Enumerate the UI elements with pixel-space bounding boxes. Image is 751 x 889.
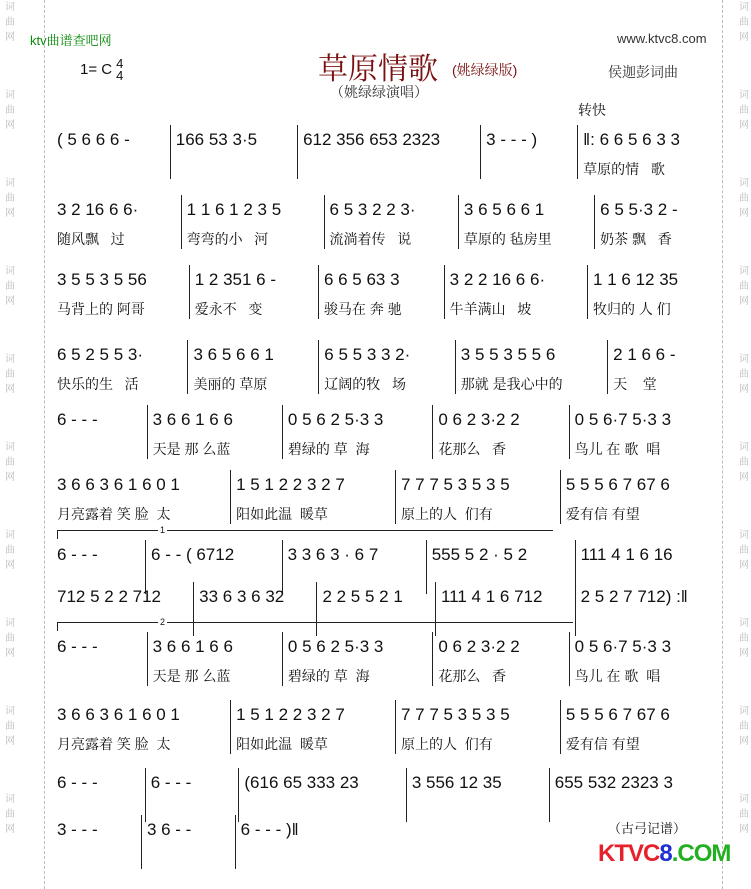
logo-part: C: [643, 840, 660, 867]
notes: ‖: 6 6 5 6 3 3: [583, 130, 680, 149]
measure: [445, 265, 588, 319]
measure: [148, 632, 283, 686]
site-name: ktv曲谱查吧网: [30, 33, 112, 48]
measure: [146, 768, 240, 822]
measure: [608, 340, 720, 394]
measure: [283, 405, 433, 459]
notes: 3 6 6 1 6 6: [152, 410, 233, 429]
lyrics: 弯弯的小 河: [186, 231, 269, 247]
notes: 5 5 5 6 7 67 6: [565, 475, 670, 494]
watermark-text: 词曲网: [739, 2, 749, 43]
lyrics: 草原的情 歌: [583, 161, 665, 177]
notes: 6 5 2 5 5 3·: [57, 345, 144, 364]
notes: (616 65 333 23: [244, 773, 359, 792]
notes: 6 5 3 2 2 3·: [329, 200, 416, 219]
measure: [396, 700, 561, 754]
site-url[interactable]: www.ktvc8.com: [617, 31, 707, 46]
measure: [481, 125, 578, 179]
measure: [52, 265, 190, 319]
lyrics: 那就 是我心中的: [460, 376, 563, 392]
staff-row: [52, 768, 720, 822]
measure: [561, 470, 720, 524]
lyrics: [412, 802, 544, 822]
measure: [182, 195, 325, 249]
watermark-text: 词曲网: [739, 794, 749, 835]
lyrics: 月亮露着 笑 脸 太: [57, 506, 171, 522]
measure: [231, 470, 396, 524]
measure: [325, 195, 459, 249]
notes: 555 5 2 · 5 2: [431, 545, 528, 564]
lyrics: [147, 849, 230, 869]
staff-row: [52, 340, 720, 394]
tempo-mark: 转快: [578, 102, 606, 118]
time-signature: [116, 58, 123, 82]
watermark-text: 词曲网: [5, 442, 15, 483]
lyrics: 草原的 毡房里: [463, 231, 552, 247]
notes: 3 6 5 6 6 1: [193, 345, 274, 364]
staff-row: [52, 405, 720, 459]
notes: ( 5 6 6 6 -: [57, 130, 130, 149]
lyrics: 爱有信 有望: [565, 736, 640, 752]
measure: [190, 265, 319, 319]
notes: 1 2 351 6 -: [194, 270, 277, 289]
volta-1-label: 1: [160, 525, 166, 535]
staff-row: [52, 125, 720, 179]
measure: [52, 768, 146, 822]
measure: [570, 632, 720, 686]
lyrics: 阳如此温 暖草: [236, 736, 328, 752]
notes: 1 5 1 2 2 3 2 7: [236, 705, 345, 724]
measure: [239, 768, 406, 822]
notes: 0 5 6·7 5·3 3: [574, 410, 672, 429]
lyrics: 牧归的 人 们: [593, 301, 671, 317]
margin-line-left: [44, 0, 45, 889]
lyrics: [176, 159, 292, 179]
measure: [52, 405, 148, 459]
notes: 111 4 1 6 16: [580, 545, 673, 564]
lyrics: 月亮露着 笑 脸 太: [57, 736, 171, 752]
lyrics: 爱永不 变: [194, 301, 263, 317]
measure: [171, 125, 298, 179]
staff-row: [52, 265, 720, 319]
lyrics: 随风飘 过: [57, 231, 125, 247]
lyrics: 天是 那 么蓝: [152, 441, 231, 457]
lyrics: [57, 159, 165, 179]
author: 侯迦彭词曲: [608, 64, 678, 80]
measure: [319, 340, 455, 394]
lyrics: [241, 849, 337, 869]
lyrics: [57, 439, 142, 459]
notes: 3 6 - -: [146, 820, 192, 839]
lyrics: 花那么 香: [438, 441, 507, 457]
notes: 6 5 5 3 3 2·: [324, 345, 411, 364]
notes: 3 5 5 3 5 5 6: [460, 345, 556, 364]
notes: 712 5 2 2 712: [57, 587, 161, 606]
watermark-text: 词曲网: [5, 2, 15, 43]
watermark-text: 词曲网: [5, 794, 15, 835]
notes: 7 7 7 5 3 5 3 5: [400, 705, 510, 724]
measure: [142, 815, 236, 869]
notes: 6 - - ( 6712: [151, 545, 235, 564]
measure: [298, 125, 481, 179]
watermark-text: 词曲网: [739, 706, 749, 747]
notes: 6 6 5 63 3: [323, 270, 400, 289]
notes: 3 556 12 35: [411, 773, 502, 792]
lyrics: 碧绿的 草 海: [287, 441, 370, 457]
notes: 166 53 3·5: [175, 130, 258, 149]
measure: [52, 700, 231, 754]
measure: [188, 340, 319, 394]
lyrics: [303, 159, 475, 179]
key-signature: [80, 58, 123, 82]
watermark-text: 词曲网: [5, 618, 15, 659]
notes: 1 1 6 12 35: [593, 270, 679, 289]
song-title: 草原情歌: [318, 52, 438, 87]
time-bottom: 4: [116, 68, 124, 83]
notes: 3 6 6 3 6 1 6 0 1: [57, 705, 180, 724]
notes: 3 - - - ): [486, 130, 538, 149]
measure: [52, 340, 188, 394]
watermark-text: 词曲网: [739, 530, 749, 571]
notes: 655 532 2323 3: [554, 773, 673, 792]
time-top: 4: [116, 56, 124, 71]
notes: 2 2 5 5 2 1: [322, 587, 403, 606]
ktvc8-logo: [598, 840, 730, 868]
watermark-text: 词曲网: [5, 90, 15, 131]
measure: [52, 125, 171, 179]
measure: [319, 265, 445, 319]
notes: 1 1 6 1 2 3 5: [186, 200, 282, 219]
lyrics: 辽阔的牧 场: [324, 376, 406, 392]
notes: 3 2 2 16 6 6·: [449, 270, 546, 289]
measure: [236, 815, 342, 869]
lyrics: 美丽的 草原: [193, 376, 268, 392]
notes: 1 5 1 2 2 3 2 7: [236, 475, 345, 494]
lyrics: [486, 159, 572, 179]
notes: 6 - - -: [57, 773, 98, 792]
notes: 6 - - -: [150, 773, 192, 792]
measure: [396, 470, 561, 524]
notes: 6 - - -: [57, 545, 98, 564]
lyrics: 碧绿的 草 海: [287, 668, 370, 684]
notes: 3 5 5 3 5 56: [57, 270, 147, 289]
notes: 3 3 6 3 · 6 7: [287, 545, 379, 564]
watermark-text: 词曲网: [5, 530, 15, 571]
lyrics: 流淌着传 说: [329, 231, 412, 247]
measure: [578, 125, 720, 179]
lyrics: 阳如此温 暖草: [236, 506, 328, 522]
staff-row: [52, 470, 720, 524]
watermark-text: 词曲网: [739, 178, 749, 219]
measure: [231, 700, 396, 754]
notes: 612 356 653 2323: [303, 130, 441, 149]
notes: 0 6 2 3·2 2: [438, 410, 520, 429]
staff-row: [52, 700, 720, 754]
watermark-text: 词曲网: [739, 354, 749, 395]
watermark-text: 词曲网: [739, 90, 749, 131]
notes: 3 2 16 6 6·: [57, 200, 139, 219]
notes: 0 5 6·7 5·3 3: [574, 637, 672, 656]
notes: 0 5 6 2 5·3 3: [287, 637, 384, 656]
measure: [52, 815, 142, 869]
lyrics: 天 堂: [613, 376, 657, 392]
lyrics: 马背上的 阿哥: [57, 301, 145, 317]
volta-1: [57, 525, 553, 539]
lyrics: 鸟儿 在 歌 唱: [574, 441, 661, 457]
measure: [148, 405, 283, 459]
lyrics: 天是 那 么蓝: [152, 668, 231, 684]
measure: [561, 700, 720, 754]
lyrics: 快乐的生 活: [57, 376, 139, 392]
notes: 0 5 6 2 5·3 3: [287, 410, 384, 429]
notes: 7 7 7 5 3 5 3 5: [400, 475, 510, 494]
measure: [459, 195, 595, 249]
staff-row: [52, 815, 342, 869]
staff-row: [52, 632, 720, 686]
lyrics: 花那么 香: [438, 668, 507, 684]
transcriber-credit: （古弓记谱）: [608, 821, 687, 836]
watermark-text: 词曲网: [5, 266, 15, 307]
notes: 3 6 5 6 6 1: [463, 200, 545, 219]
measure: [52, 195, 182, 249]
lyrics: 爱有信 有望: [565, 506, 640, 522]
key-label: 1= C: [80, 60, 113, 78]
volta-2-label: 2: [160, 617, 166, 627]
watermark-text: 词曲网: [739, 266, 749, 307]
notes: 5 5 5 6 7 67 6: [565, 705, 670, 724]
logo-part: KTV: [598, 840, 643, 867]
logo-part: .COM: [671, 840, 731, 867]
notes: 6 - - -: [57, 410, 98, 429]
measure: [52, 632, 148, 686]
notes: 6 5 5·3 2 -: [600, 200, 678, 219]
watermark-text: 词曲网: [5, 706, 15, 747]
staff-row: [52, 195, 720, 249]
watermark-text: 词曲网: [5, 178, 15, 219]
logo-part: 8: [659, 840, 672, 867]
measure: [550, 768, 720, 822]
notes: 6 - - - )‖: [240, 820, 299, 839]
volta-2: [57, 617, 573, 631]
song-version: (姚绿绿版): [452, 62, 518, 78]
notes: 33 6 3 6 32: [199, 587, 285, 606]
margin-line-right: [722, 0, 723, 889]
measure: [595, 195, 720, 249]
measure: [570, 405, 720, 459]
notes: 111 4 1 6 712: [440, 587, 543, 606]
watermark-text: 词曲网: [739, 442, 749, 483]
lyrics: [57, 666, 142, 686]
watermark-text: 词曲网: [5, 354, 15, 395]
notes: 3 6 6 3 6 1 6 0 1: [57, 475, 180, 494]
lyrics: 牛羊满山 坡: [449, 301, 532, 317]
notes: 0 6 2 3·2 2: [438, 637, 520, 656]
notes: 3 - - -: [57, 820, 98, 839]
lyrics: 鸟儿 在 歌 唱: [574, 668, 661, 684]
measure: [52, 470, 231, 524]
notes: 2 5 2 7 712) :‖: [580, 587, 688, 606]
measure: [433, 405, 569, 459]
lyrics: 奶茶 飘 香: [600, 231, 672, 247]
measure: [588, 265, 720, 319]
lyrics: [57, 849, 136, 869]
lyrics: 骏马在 奔 驰: [323, 301, 402, 317]
watermark-text: 词曲网: [739, 618, 749, 659]
measure: [456, 340, 608, 394]
measure: [283, 632, 433, 686]
notes: 6 - - -: [57, 637, 98, 656]
singer: （姚绿绿演唱）: [330, 84, 428, 100]
notes: 3 6 6 1 6 6: [152, 637, 233, 656]
measure: [576, 582, 720, 636]
measure: [407, 768, 550, 822]
lyrics: 原上的人 们有: [400, 506, 493, 522]
lyrics: 原上的人 们有: [400, 736, 493, 752]
measure: [433, 632, 569, 686]
notes: 2 1 6 6 -: [613, 345, 676, 364]
